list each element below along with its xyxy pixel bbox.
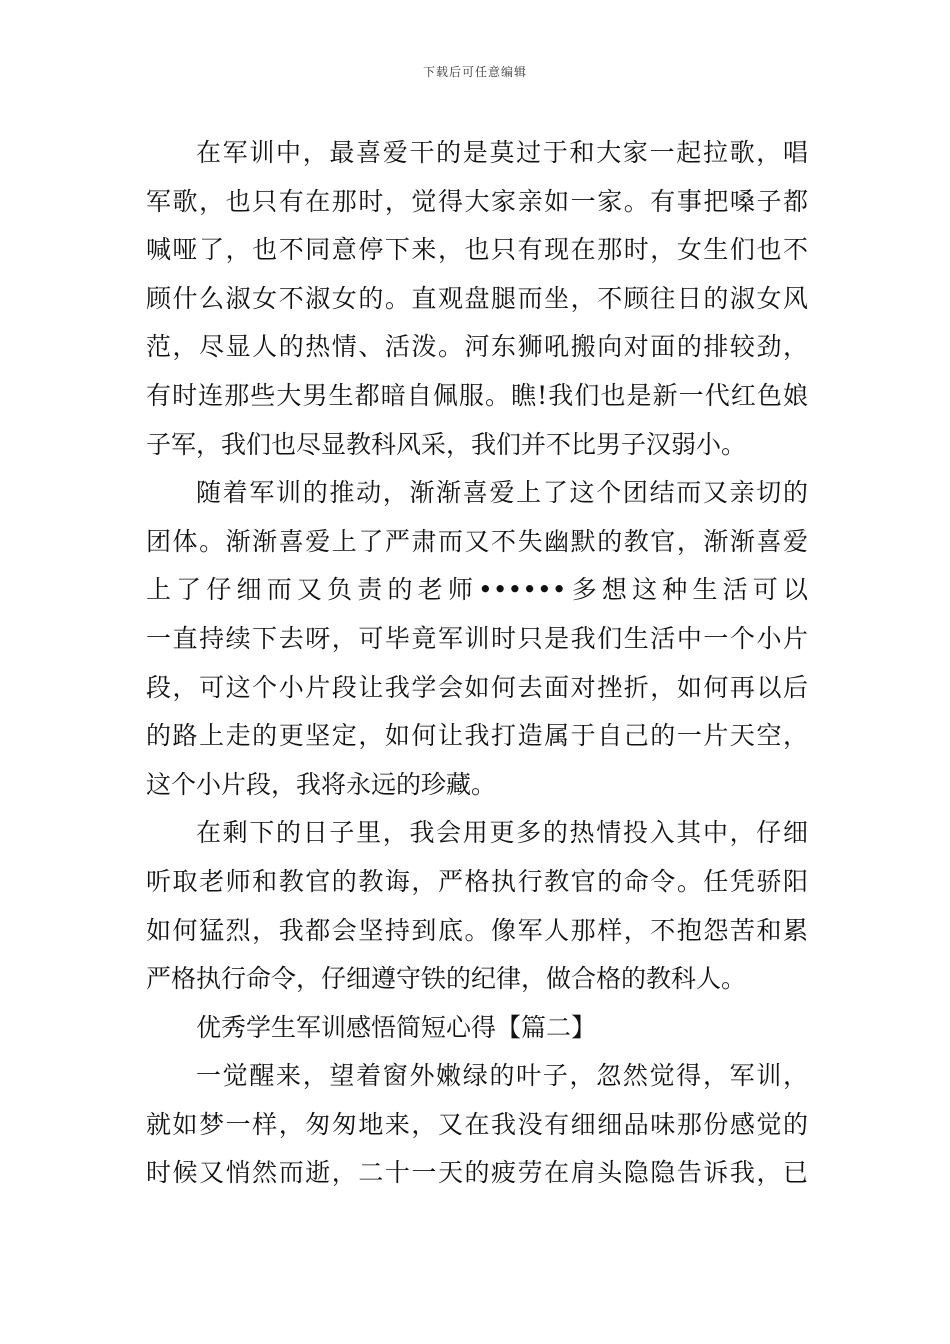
text-line: 团体。渐渐喜爱上了严肃而又不失幽默的教官，渐渐喜爱 (146, 526, 808, 556)
text-line: 在军训中，最喜爱干的是莫过于和大家一起拉歌，唱 (196, 138, 808, 167)
text-line: 如何猛烈，我都会坚持到底。像军人那样，不抱怨苦和累 (146, 915, 808, 945)
text-line: 听取老师和教官的教诲，严格执行教官的命令。任凭骄阳 (146, 866, 808, 896)
text-line: 段，可这个小片段让我学会如何去面对挫折，如何再以后 (146, 672, 808, 702)
text-line: 子军，我们也尽显教科风采，我们并不比男子汉弱小。 (146, 429, 747, 459)
text-line: 喊哑了，也不同意停下来，也只有现在那时，女生们也不 (146, 235, 808, 265)
text-line: 军歌，也只有在那时，觉得大家亲如一家。有事把嗓子都 (146, 186, 808, 216)
text-line: 时候又悄然而逝，二十一天的疲劳在肩头隐隐告诉我，已 (146, 1158, 808, 1188)
text-line: 上了仔细而又负责的老师••••••多想这种生活可以 (146, 575, 808, 605)
text-line: 一觉醒来，望着窗外嫩绿的叶子，忽然觉得，军训， (196, 1061, 808, 1091)
text-line: 这个小片段，我将永远的珍藏。 (146, 769, 497, 799)
text-line: 顾什么淑女不淑女的。直观盘腿而坐，不顾往日的淑女风 (146, 283, 808, 313)
text-line: 范，尽显人的热情、活泼。河东狮吼搬向对面的排较劲， (146, 332, 808, 362)
text-line: 在剩下的日子里，我会用更多的热情投入其中，仔细 (196, 818, 808, 848)
section-title: 优秀学生军训感悟简短心得【篇二】 (196, 1012, 597, 1042)
section-heading (146, 1004, 808, 1053)
paragraph-1 (146, 129, 808, 469)
page-header: 下载后可任意编辑 (422, 65, 527, 79)
paragraph-2 (146, 469, 808, 809)
paragraph-3 (146, 809, 808, 1003)
text-line: 一直持续下去呀，可毕竟军训时只是我们生活中一个小片 (146, 623, 808, 653)
text-line: 的路上走的更坚定，如何让我打造属于自己的一片天空， (146, 721, 808, 751)
text-line: 有时连那些大男生都暗自佩服。瞧!我们也是新一代红色娘 (146, 380, 808, 410)
paragraph-4 (146, 1052, 808, 1198)
text-line: 就如梦一样，匆匆地来，又在我没有细细品味那份感觉的 (146, 1109, 808, 1139)
document-body (146, 129, 808, 1198)
text-line: 随着军训的推动，渐渐喜爱上了这个团结而又亲切的 (196, 478, 808, 508)
text-line: 严格执行命令，仔细遵守铁的纪律，做合格的教科人。 (146, 964, 747, 994)
